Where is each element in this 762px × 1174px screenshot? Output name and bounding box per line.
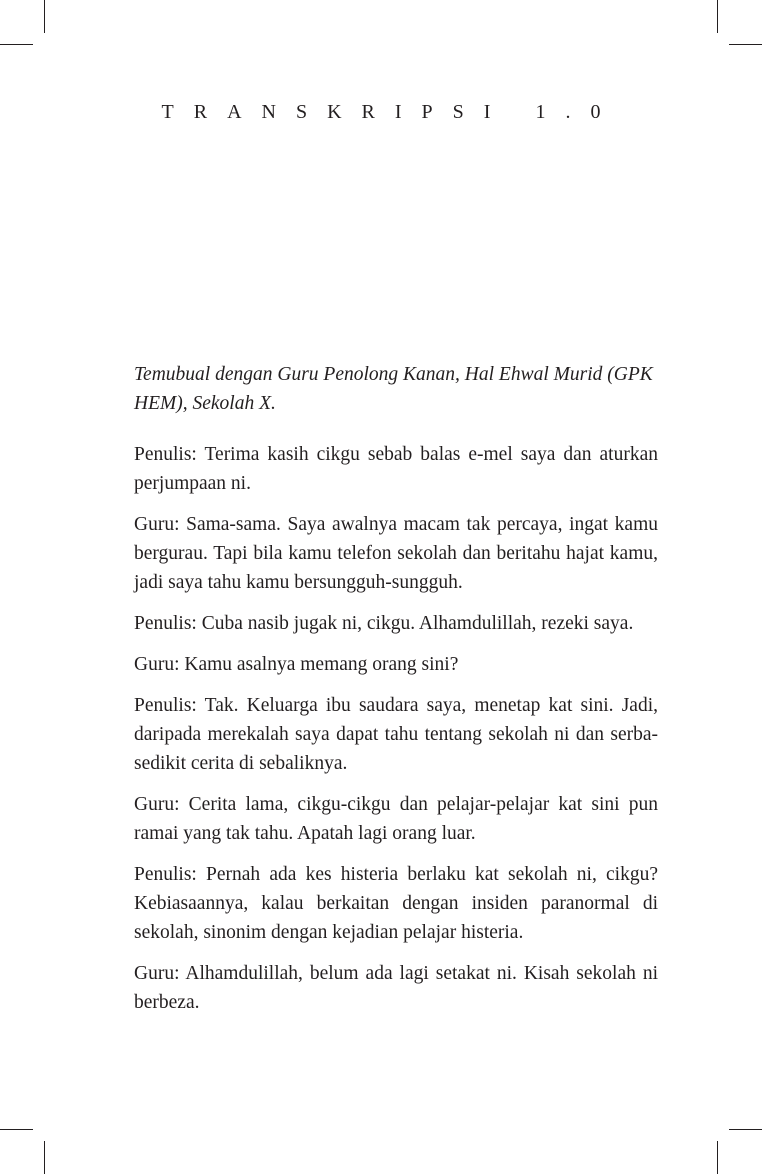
dialogue-paragraph: Penulis: Tak. Keluarga ibu saudara saya, menetap kat sini. Jadi, daripada merekalah saya dapat tahu tentang sekolah ni dan serba-sedikit cerita di sebaliknya. xyxy=(134,695,658,774)
running-head: TRANSKRIPSI 1.0 xyxy=(161,101,621,123)
crop-mark-bottom-left-vertical xyxy=(44,1141,45,1174)
crop-mark-top-right-horizontal xyxy=(729,44,762,45)
page-body xyxy=(134,360,658,1029)
dialogue-paragraph: Penulis: Cuba nasib jugak ni, cikgu. Alhamdulillah, rezeki saya. xyxy=(134,613,634,634)
dialogue-paragraph: Guru: Alhamdulillah, belum ada lagi setakat ni. Kisah sekolah ni berbeza. xyxy=(134,963,658,1013)
crop-mark-top-left-vertical xyxy=(44,0,45,33)
crop-mark-bottom-right-vertical xyxy=(717,1141,718,1174)
crop-mark-top-right-vertical xyxy=(717,0,718,33)
dialogue-paragraph: Penulis: Pernah ada kes histeria berlaku kat sekolah ni, cikgu? Kebiasaannya, kalau berkaitan dengan insiden paranormal di sekolah, sinonim dengan kejadian pelajar histeria. xyxy=(134,864,658,943)
dialogue-paragraph: Guru: Sama-sama. Saya awalnya macam tak percaya, ingat kamu bergurau. Tapi bila kamu telefon sekolah dan beritahu hajat kamu, jadi saya tahu kamu bersungguh-sungguh. xyxy=(134,514,658,593)
dialogue-paragraph: Guru: Cerita lama, cikgu-cikgu dan pelajar-pelajar kat sini pun ramai yang tak tahu. Apatah lagi orang luar. xyxy=(134,794,658,844)
dialogue-paragraph: Penulis: Terima kasih cikgu sebab balas e-mel saya dan aturkan perjumpaan ni. xyxy=(134,444,658,494)
crop-mark-bottom-right-horizontal xyxy=(729,1129,762,1130)
crop-mark-top-left-horizontal xyxy=(0,44,33,45)
interview-intro: Temubual dengan Guru Penolong Kanan, Hal Ehwal Murid (GPK HEM), Sekolah X. xyxy=(134,364,653,414)
dialogue-paragraph: Guru: Kamu asalnya memang orang sini? xyxy=(134,654,459,675)
crop-mark-bottom-left-horizontal xyxy=(0,1129,33,1130)
